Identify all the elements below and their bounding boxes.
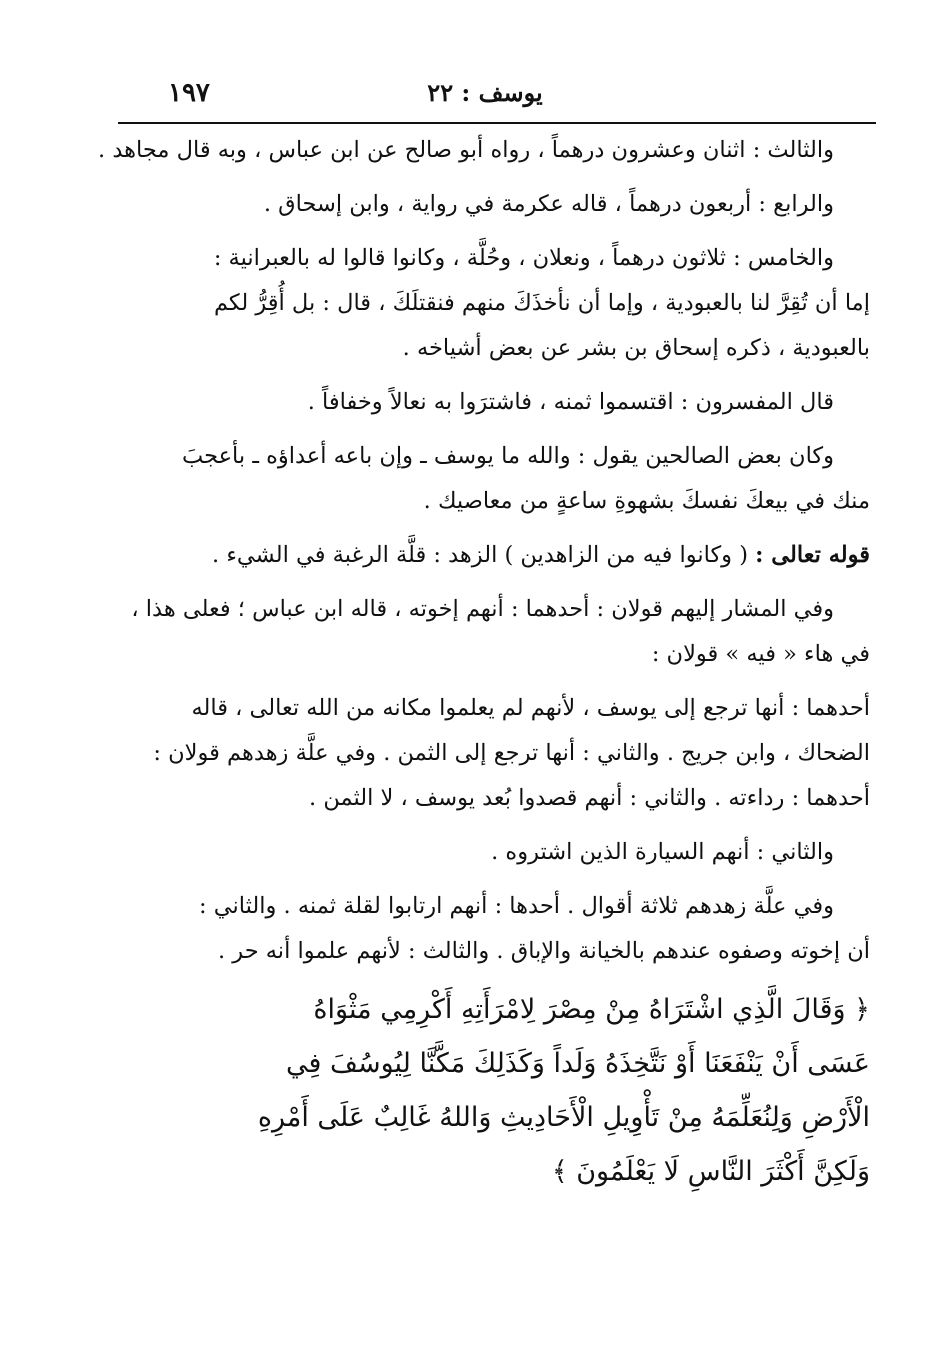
text-line: والخامس : ثلاثون درهماً ، ونعلان ، وحُلَّة ، وكانوا قالوا له بالعبرانية : (213, 245, 834, 271)
text-line: أن إخوته وصفوه عندهم بالخيانة والإباق . والثالث : لأنهم علموا أنه حر . (217, 938, 870, 964)
paragraph (98, 128, 870, 173)
text-line: وفي علَّة زهدهم ثلاثة أقوال . أحدها : أنهم ارتابوا لقلة ثمنه . والثاني : (199, 893, 834, 919)
text-span: ( وكانوا فيه من الزاهدين ) الزهد : قلَّة الرغبة في الشيء . (212, 542, 756, 568)
page-body (98, 128, 870, 1208)
verse-line: ﴿ وَقَالَ الَّذِي اشْتَرَاهُ مِنْ مِصْرَ لِامْرَأَتِهِ أَكْرِمِي مَثْوَاهُ (313, 994, 870, 1025)
text-line: وفي المشار إليهم قولان : أحدهما : أنهم إخوته ، قاله ابن عباس ؛ فعلى هذا ، (131, 596, 834, 622)
text-line: والرابع : أربعون درهماً ، قاله عكرمة في رواية ، وابن إسحاق . (263, 191, 834, 217)
paragraph (132, 380, 870, 425)
text-line: الضحاك ، وابن جريج . والثاني : أنها ترجع إلى الثمن . وفي علَّة زهدهم قولان : (153, 740, 870, 766)
text-line (132, 533, 870, 578)
text-line: إما أن تُقِرَّ لنا بالعبودية ، وإما أن نأخذَكَ منهم فنقتلَكَ ، قال : بل أُقِرُّ لكم (213, 290, 870, 316)
page-header (120, 78, 850, 118)
paragraph (132, 533, 870, 578)
text-line: والثالث : اثنان وعشرون درهماً ، رواه أبو صالح عن ابن عباس ، وبه قال مجاهد . (98, 137, 834, 163)
text-line: بالعبودية ، ذكره إسحاق بن بشر عن بعض أشياخه . (402, 335, 870, 361)
paragraph (132, 686, 870, 821)
text-line: منك في بيعكَ نفسكَ بشهوةِ ساعةٍ من معاصيك . (423, 488, 870, 514)
text-line: والثاني : أنهم السيارة الذين اشتروه . (491, 839, 834, 865)
verse-lead: قوله تعالى : (755, 542, 870, 568)
paragraph (132, 830, 870, 875)
paragraph (132, 434, 870, 524)
paragraph (132, 236, 870, 371)
text-line: وكان بعض الصالحين يقول : والله ما يوسف ـ وإن باعه أعداؤه ـ بأعجبَ (182, 443, 834, 469)
verse-line: عَسَى أَنْ يَنْفَعَنَا أَوْ نَتَّخِذَهُ وَلَداً وَكَذَلِكَ مَكَّنَّا لِيُوسُفَ فِي (286, 1048, 870, 1079)
paragraph (132, 884, 870, 974)
verse-line: الْأَرْضِ وَلِنُعَلِّمَهُ مِنْ تَأْوِيلِ الْأَحَادِيثِ وَاللهُ غَالِبٌ عَلَى أَمْرِهِ (257, 1102, 870, 1133)
page-number: ١٩٧ (168, 78, 210, 108)
text-line: قال المفسرون : اقتسموا ثمنه ، فاشترَوا به نعالاً وخفافاً . (307, 389, 834, 415)
quran-verse (132, 983, 870, 1199)
running-head: يوسف : ٢٢ (427, 78, 543, 107)
paragraph (132, 182, 870, 227)
text-line: أحدهما : أنها ترجع إلى يوسف ، لأنهم لم يعلموا مكانه من الله تعالى ، قاله (191, 695, 870, 721)
paragraph (132, 587, 870, 677)
text-line: في هاء « فيه » قولان : (651, 641, 870, 667)
header-rule (118, 122, 876, 124)
text-line: أحدهما : رداءته . والثاني : أنهم قصدوا بُعد يوسف ، لا الثمن . (309, 785, 870, 811)
verse-line: وَلَكِنَّ أَكْثَرَ النَّاسِ لَا يَعْلَمُونَ ﴾ (551, 1156, 870, 1187)
